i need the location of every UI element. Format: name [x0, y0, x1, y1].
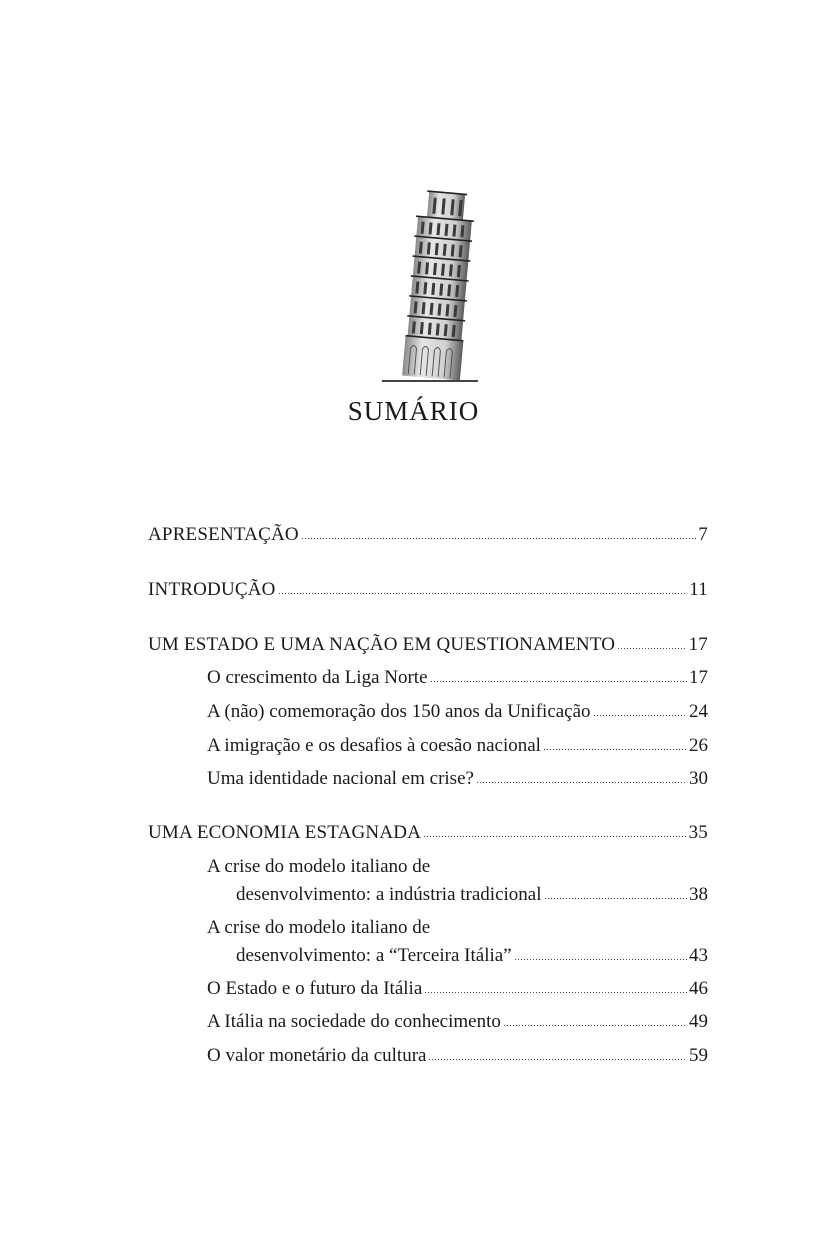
dot-leader: [423, 834, 686, 838]
toc-page-number: 7: [698, 524, 708, 545]
toc-subentry[interactable]: [148, 1043, 708, 1069]
toc-entry-label: UMA ECONOMIA ESTAGNADA: [148, 822, 422, 843]
toc-page-number: 46: [689, 978, 708, 999]
dot-leader: [503, 1023, 687, 1027]
dot-leader: [543, 747, 687, 751]
leaning-tower-illustration: [380, 178, 480, 384]
toc-entry-label: A Itália na sociedade do conhecimento: [207, 1011, 501, 1032]
toc-entry-label: O crescimento da Liga Norte: [207, 667, 428, 688]
dot-leader: [593, 713, 687, 717]
dot-leader: [430, 679, 687, 683]
toc-entry-label: O valor monetário da cultura: [207, 1045, 427, 1066]
toc-page-number: 59: [689, 1045, 708, 1066]
toc-page-number: 30: [689, 768, 708, 789]
toc-entry-label: APRESENTAÇÃO: [148, 524, 299, 545]
toc-entry-label-line1: A crise do modelo italiano de: [207, 917, 431, 938]
toc-subentry[interactable]: [148, 766, 708, 792]
toc-subentry[interactable]: [148, 699, 708, 725]
toc-subentry[interactable]: [148, 915, 708, 969]
toc-section-estado-nacao[interactable]: [148, 632, 708, 658]
toc-page-number: 35: [688, 822, 708, 843]
dot-leader: [301, 536, 697, 540]
dot-leader: [544, 896, 687, 900]
toc-page-number: 38: [689, 884, 708, 905]
dot-leader: [476, 780, 687, 784]
toc-page-number: 11: [689, 579, 708, 600]
dot-leader: [428, 1057, 687, 1061]
dot-leader: [617, 646, 686, 650]
toc-entry-label-line2: desenvolvimento: a indústria tradicional: [236, 884, 542, 905]
toc-entry-label: A imigração e os desafios à coesão nacional: [207, 735, 541, 756]
dot-leader: [278, 591, 688, 595]
dot-leader: [424, 990, 687, 994]
toc-entry-apresentacao[interactable]: [148, 522, 708, 548]
toc-entry-label: UM ESTADO E UMA NAÇÃO EM QUESTIONAMENTO: [148, 634, 616, 655]
toc-subentry[interactable]: [148, 1009, 708, 1035]
toc-entry-label-line2: desenvolvimento: a “Terceira Itália”: [236, 945, 512, 966]
toc-page-number: 26: [689, 735, 708, 756]
page-title: SUMÁRIO: [347, 396, 480, 426]
toc-entry-label: O Estado e o futuro da Itália: [207, 978, 423, 999]
toc-entry-label: A (não) comemoração dos 150 anos da Unificação: [207, 701, 591, 722]
toc-page-number: 17: [688, 634, 708, 655]
toc-subentry[interactable]: [148, 733, 708, 759]
toc-page-number: 24: [689, 701, 708, 722]
toc-entry-label-line1: A crise do modelo italiano de: [207, 856, 431, 877]
toc-page-number: 17: [689, 667, 708, 688]
toc-section-economia[interactable]: [148, 820, 708, 846]
dot-leader: [514, 957, 687, 961]
toc-page-number: 43: [689, 945, 708, 966]
toc-subentry[interactable]: [148, 976, 708, 1002]
toc-entry-label: INTRODUÇÃO: [148, 579, 276, 600]
toc-subentry[interactable]: [148, 854, 708, 908]
toc-page-number: 49: [689, 1011, 708, 1032]
toc-entry-label: Uma identidade nacional em crise?: [207, 768, 474, 789]
toc-entry-introducao[interactable]: [148, 577, 708, 603]
toc-subentry[interactable]: [148, 665, 708, 691]
